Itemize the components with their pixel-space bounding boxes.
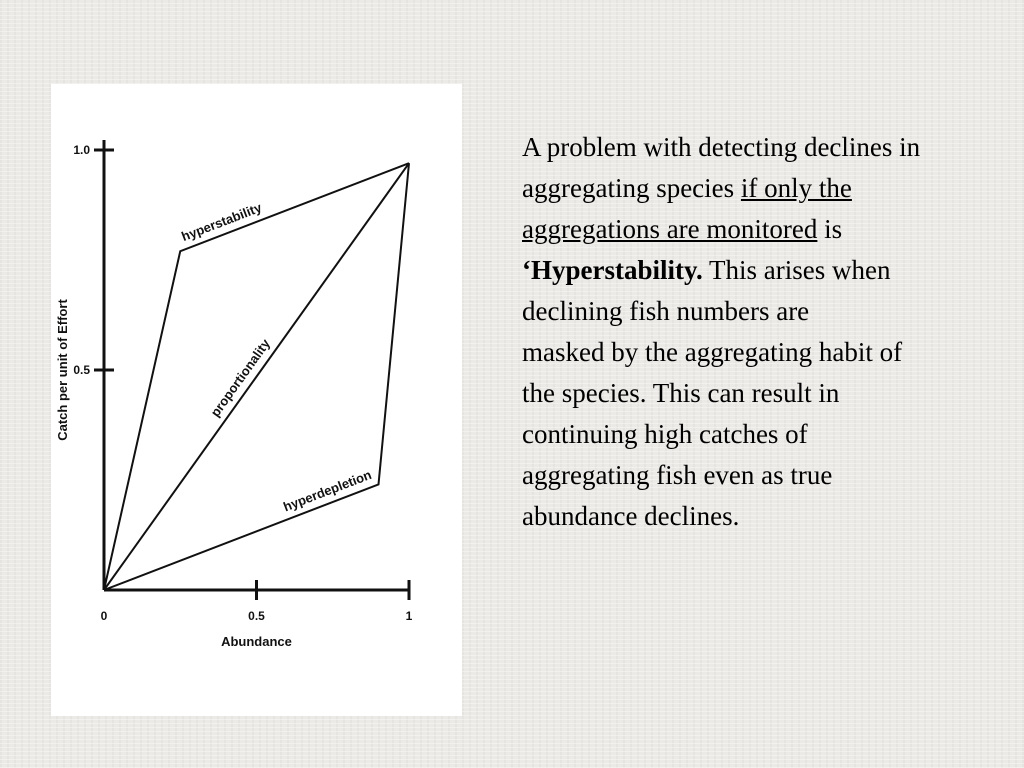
y-tick-label: 1.0 — [73, 143, 90, 157]
x-tick-label: 0 — [100, 609, 108, 623]
cpue-abundance-chart — [51, 84, 462, 716]
x-tick-label: 0.5 — [248, 609, 265, 623]
series-label-hyperdepletion: hyperdepletion — [281, 466, 374, 515]
slide-body-text — [522, 127, 922, 537]
text-arises: This arises when declining fish numbers are — [522, 255, 891, 326]
series-line-proportionality — [104, 163, 409, 590]
text-is: is — [817, 214, 843, 244]
x-tick-label: 1 — [405, 609, 413, 623]
text-hyperstability-term: ‘Hyperstability. — [522, 255, 703, 285]
series-label-proportionality: proportionality — [207, 336, 273, 420]
y-tick-label: 0.5 — [73, 363, 90, 377]
y-axis-label: Catch per unit of Effort — [55, 299, 70, 441]
figure-panel — [51, 84, 462, 716]
x-axis-label: Abundance — [221, 634, 292, 649]
series-label-hyperstability: hyperstability — [179, 199, 264, 245]
text-masked: masked by the aggregating habit of the species. This can result in continuing high catches of aggregating fish even as true abundance declines. — [522, 337, 903, 531]
text-intro: A problem with detecting declines in aggregating species — [522, 132, 921, 203]
text-underlined-condition: if only the aggregations are monitored — [522, 173, 852, 244]
